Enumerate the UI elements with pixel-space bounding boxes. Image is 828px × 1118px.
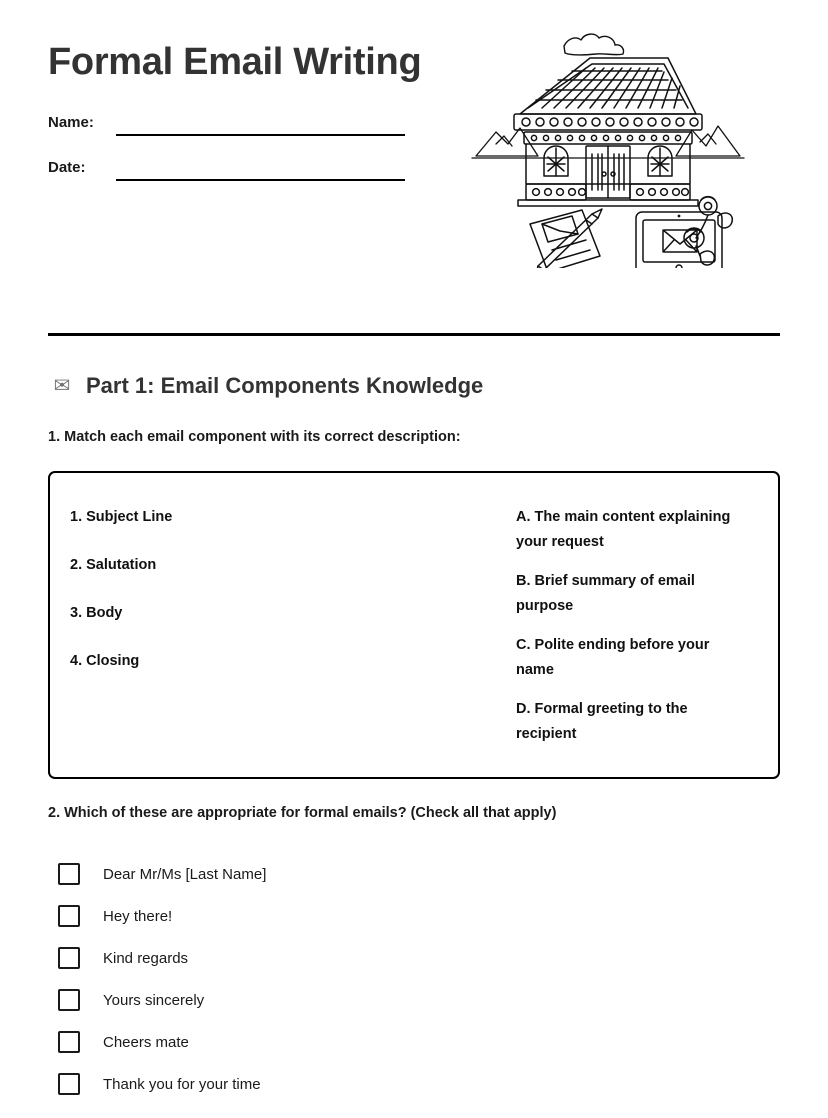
checkbox-row[interactable] — [58, 1072, 658, 1096]
name-field-row — [48, 114, 408, 138]
matching-components-column — [70, 505, 370, 697]
checkbox-label: Cheers mate — [103, 1033, 189, 1051]
checkbox-label: Kind regards — [103, 949, 189, 967]
matching-component-item[interactable]: 4. Closing — [70, 652, 140, 669]
question-2-prompt: 2. Which of these are appropriate for formal emails? (Check all that apply) — [48, 805, 557, 821]
matching-columns — [50, 473, 778, 777]
name-write-line[interactable] — [116, 134, 405, 136]
checkbox-label: Yours sincerely — [103, 991, 205, 1009]
matching-component-item[interactable]: 2. Salutation — [70, 556, 157, 573]
flowers — [684, 197, 732, 265]
upper-wall-band — [524, 132, 692, 144]
email-envelope-icon: ✉ — [53, 375, 71, 397]
matching-description-item[interactable]: A. The main content explaining your request — [516, 509, 731, 550]
checkbox-label: Thank you for your time — [103, 1075, 261, 1093]
checkbox-icon[interactable] — [58, 905, 80, 927]
matching-component-item[interactable]: 1. Subject Line — [70, 509, 173, 525]
checkbox-icon[interactable] — [58, 1073, 80, 1095]
question-1-prompt: 1. Match each email component with its correct description: — [48, 429, 461, 445]
checkbox-icon[interactable] — [58, 1031, 80, 1053]
question-2-checklist — [58, 862, 658, 1114]
checkbox-row[interactable] — [58, 1030, 658, 1054]
checkbox-icon[interactable] — [58, 863, 80, 885]
matching-descriptions-column — [516, 505, 750, 761]
checkbox-icon[interactable] — [58, 947, 80, 969]
matching-component-item[interactable]: 3. Body — [70, 604, 123, 621]
checkbox-row[interactable] — [58, 946, 658, 970]
house-doors — [586, 146, 630, 198]
checkbox-row[interactable] — [58, 904, 658, 928]
checkbox-label: Hey there! — [103, 907, 173, 925]
date-field-row — [48, 159, 408, 183]
roof-ornament-band — [514, 114, 702, 130]
date-write-line[interactable] — [116, 179, 405, 181]
page-title: Formal Email Writing — [48, 41, 422, 83]
checkbox-row[interactable] — [58, 988, 658, 1012]
smoke-cloud — [564, 34, 624, 55]
section-title: Part 1: Email Components Knowledge — [86, 373, 484, 398]
letter-with-pencil — [530, 209, 602, 268]
checkbox-icon[interactable] — [58, 989, 80, 1011]
matching-exercise-box — [48, 471, 780, 779]
matching-description-item[interactable]: D. Formal greeting to the recipient — [516, 700, 688, 742]
date-field-label: Date: — [48, 159, 86, 176]
checkbox-row[interactable] — [58, 862, 658, 886]
desktop-monitor-email — [636, 212, 722, 268]
house-roof — [520, 58, 696, 114]
header-illustration — [468, 16, 748, 268]
matching-description-item[interactable]: C. Polite ending before your name — [516, 636, 710, 678]
header-divider — [48, 333, 780, 336]
section-heading — [48, 373, 483, 399]
name-field-label: Name: — [48, 114, 94, 131]
matching-description-item[interactable]: B. Brief summary of email purpose — [516, 572, 695, 614]
checkbox-label: Dear Mr/Ms [Last Name] — [103, 865, 267, 883]
